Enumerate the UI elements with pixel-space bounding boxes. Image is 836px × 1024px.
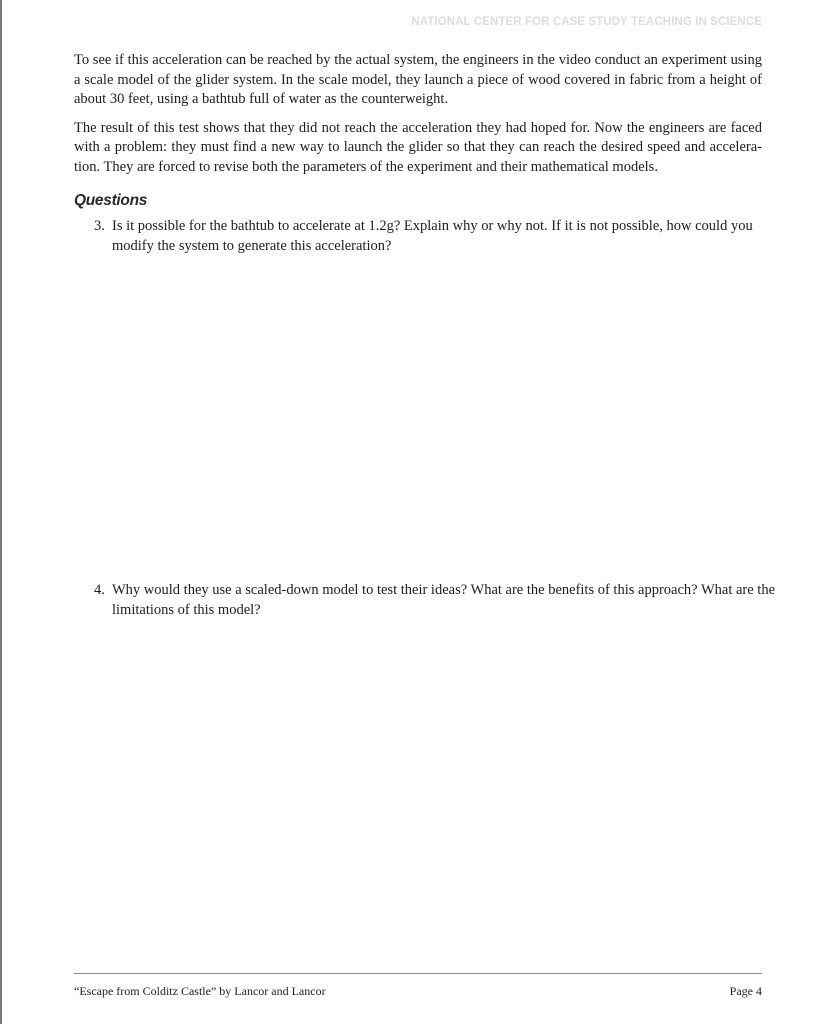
body-paragraph-1: To see if this acceleration can be reached by the actual system, the engineers in the video conduct an experiment using a scale model of the glider system. In the scale model, they launch a piece of wood covered in fabric from a height of about 30 feet, using a bathtub full of water as the counterweight. [74,52,762,107]
question-3-number: 3. [94,218,105,234]
question-3-text: Is it possible for the bathtub to accelerate at 1.2g? Explain why or why not. If it is not possible, how could you modify the system to generate this acceleration? [112,218,753,254]
page-header: NATIONAL CENTER FOR CASE STUDY TEACHING IN SCIENCE [411,16,762,28]
page-number: Page 4 [729,984,762,998]
footer-divider [74,973,762,974]
question-3 [74,217,762,256]
footer-citation: “Escape from Colditz Castle” by Lancor and Lancor [74,984,326,998]
question-4 [74,581,800,620]
question-4-number: 4. [94,582,105,598]
page-left-border [0,0,2,1024]
question-4-text: Why would they use a scaled-down model to test their ideas? What are the benefits of this approach? What are the limitations of this model? [112,582,776,618]
page-content [74,51,776,618]
body-paragraph-2: The result of this test shows that they did not reach the acceleration they had hoped for. Now the engineers are faced with a problem: they must find a new way to launch the glider so that they can reach the desired speed and acceleration. They are forced to revise both the parameters of the experiment and their mathematical models. [74,119,762,175]
questions-heading: Questions [74,192,148,209]
